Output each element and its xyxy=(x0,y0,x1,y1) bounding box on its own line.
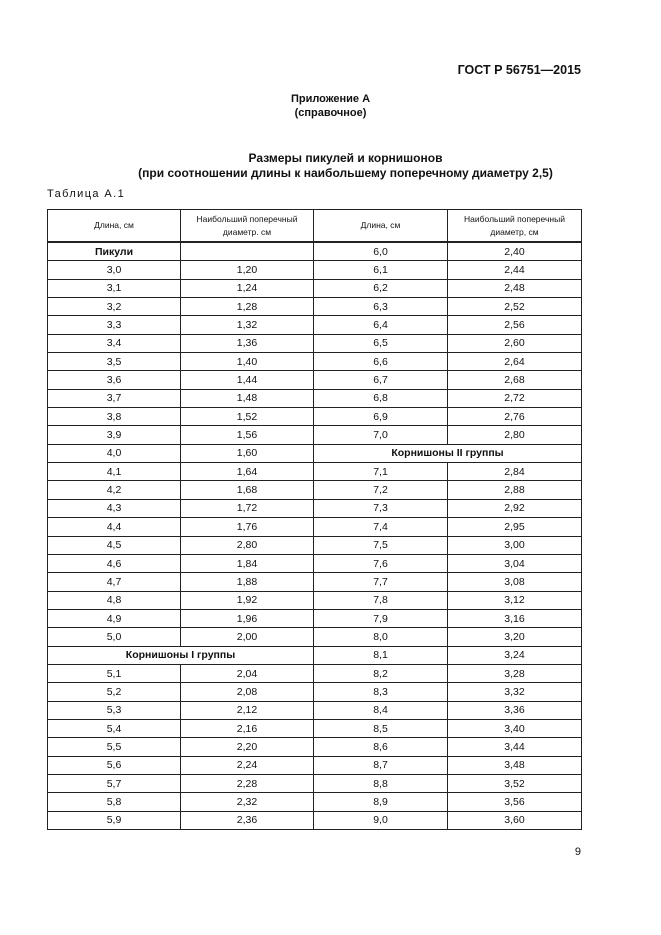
diameter-cell: 3,12 xyxy=(448,591,582,609)
diameter-cell: 2,20 xyxy=(181,738,314,756)
document-title-line2: (при соотношении длины к наибольшему поперечному диаметру 2,5) xyxy=(138,166,553,180)
diameter-cell xyxy=(181,242,314,261)
table-row xyxy=(48,518,582,536)
table-row xyxy=(48,279,582,297)
table-row xyxy=(48,334,582,352)
table-row xyxy=(48,793,582,811)
length-cell: 7,3 xyxy=(314,499,448,517)
length-cell: 4,3 xyxy=(48,499,181,517)
length-cell: 8,4 xyxy=(314,701,448,719)
diameter-cell: 1,64 xyxy=(181,463,314,481)
length-cell: Пикули xyxy=(48,242,181,261)
diameter-cell: 1,96 xyxy=(181,609,314,627)
diameter-cell: 2,92 xyxy=(448,499,582,517)
diameter-cell: 2,88 xyxy=(448,481,582,499)
diameter-cell: 1,20 xyxy=(181,261,314,279)
length-cell: 8,6 xyxy=(314,738,448,756)
length-cell: 5,6 xyxy=(48,756,181,774)
length-cell: 4,1 xyxy=(48,463,181,481)
diameter-cell: 3,44 xyxy=(448,738,582,756)
diameter-cell: 3,04 xyxy=(448,554,582,572)
size-table xyxy=(47,209,582,830)
table-row xyxy=(48,261,582,279)
diameter-cell: 3,56 xyxy=(448,793,582,811)
diameter-cell: 2,95 xyxy=(448,518,582,536)
diameter-cell: 3,16 xyxy=(448,609,582,627)
diameter-cell: 1,48 xyxy=(181,389,314,407)
diameter-cell: 3,08 xyxy=(448,573,582,591)
table-header-row xyxy=(48,210,582,243)
header-diameter-left xyxy=(181,210,314,243)
table-row xyxy=(48,554,582,572)
table-row xyxy=(48,646,582,664)
length-cell: 5,1 xyxy=(48,664,181,682)
length-cell: 3,5 xyxy=(48,353,181,371)
length-cell: 8,8 xyxy=(314,774,448,792)
table-row xyxy=(48,628,582,646)
diameter-cell: 2,04 xyxy=(181,664,314,682)
group-heading: Корнишоны II группы xyxy=(314,444,582,462)
diameter-cell: 2,52 xyxy=(448,298,582,316)
table-row xyxy=(48,811,582,829)
length-cell: 7,4 xyxy=(314,518,448,536)
length-cell: 3,4 xyxy=(48,334,181,352)
header-length-left: Длина, см xyxy=(48,210,181,243)
diameter-cell: 2,48 xyxy=(448,279,582,297)
diameter-cell: 2,56 xyxy=(448,316,582,334)
table-row xyxy=(48,481,582,499)
diameter-cell: 3,20 xyxy=(448,628,582,646)
length-cell: 6,8 xyxy=(314,389,448,407)
diameter-cell: 3,60 xyxy=(448,811,582,829)
diameter-cell: 1,36 xyxy=(181,334,314,352)
length-cell: 4,0 xyxy=(48,444,181,462)
header-diameter-right-line2: диаметр, см xyxy=(490,226,539,237)
header-length-right: Длина, см xyxy=(314,210,448,243)
length-cell: 5,0 xyxy=(48,628,181,646)
diameter-cell: 1,24 xyxy=(181,279,314,297)
length-cell: 6,5 xyxy=(314,334,448,352)
length-cell: 3,8 xyxy=(48,408,181,426)
length-cell: 4,4 xyxy=(48,518,181,536)
table-row xyxy=(48,316,582,334)
table-row xyxy=(48,591,582,609)
length-cell: 6,1 xyxy=(314,261,448,279)
length-cell: 5,9 xyxy=(48,811,181,829)
table-row xyxy=(48,609,582,627)
length-cell: 8,0 xyxy=(314,628,448,646)
table-body xyxy=(48,242,582,830)
length-cell: 7,5 xyxy=(314,536,448,554)
table-row xyxy=(48,756,582,774)
length-cell: 4,5 xyxy=(48,536,181,554)
diameter-cell: 2,08 xyxy=(181,683,314,701)
length-cell: 8,5 xyxy=(314,719,448,737)
length-cell: 7,2 xyxy=(314,481,448,499)
diameter-cell: 2,80 xyxy=(181,536,314,554)
table-row xyxy=(48,389,582,407)
length-cell: 4,9 xyxy=(48,609,181,627)
diameter-cell: 2,40 xyxy=(448,242,582,261)
diameter-cell: 1,28 xyxy=(181,298,314,316)
diameter-cell: 2,12 xyxy=(181,701,314,719)
table-row xyxy=(48,573,582,591)
diameter-cell: 1,60 xyxy=(181,444,314,462)
page-number: 9 xyxy=(574,846,581,858)
length-cell: 8,3 xyxy=(314,683,448,701)
diameter-cell: 2,60 xyxy=(448,334,582,352)
length-cell: 3,1 xyxy=(48,279,181,297)
length-cell: 3,6 xyxy=(48,371,181,389)
length-cell: 7,8 xyxy=(314,591,448,609)
length-cell: 6,6 xyxy=(314,353,448,371)
document-title xyxy=(0,151,661,181)
diameter-cell: 2,84 xyxy=(448,463,582,481)
diameter-cell: 3,28 xyxy=(448,664,582,682)
length-cell: 6,9 xyxy=(314,408,448,426)
table-row xyxy=(48,371,582,389)
table-row xyxy=(48,408,582,426)
annex-heading xyxy=(0,92,661,120)
diameter-cell: 2,68 xyxy=(448,371,582,389)
length-cell: 8,1 xyxy=(314,646,448,664)
length-cell: 6,2 xyxy=(314,279,448,297)
diameter-cell: 3,00 xyxy=(448,536,582,554)
length-cell: 4,7 xyxy=(48,573,181,591)
length-cell: 6,4 xyxy=(314,316,448,334)
table-row xyxy=(48,774,582,792)
diameter-cell: 3,52 xyxy=(448,774,582,792)
length-cell: 4,8 xyxy=(48,591,181,609)
length-cell: 3,3 xyxy=(48,316,181,334)
length-cell: 8,9 xyxy=(314,793,448,811)
length-cell: 8,2 xyxy=(314,664,448,682)
header-diameter-left-line1: Наибольший поперечный xyxy=(196,213,298,224)
table-row xyxy=(48,444,582,462)
length-cell: 5,8 xyxy=(48,793,181,811)
diameter-cell: 2,32 xyxy=(181,793,314,811)
diameter-cell: 2,16 xyxy=(181,719,314,737)
diameter-cell: 2,76 xyxy=(448,408,582,426)
length-cell: 6,3 xyxy=(314,298,448,316)
diameter-cell: 2,64 xyxy=(448,353,582,371)
diameter-cell: 1,52 xyxy=(181,408,314,426)
diameter-cell: 2,80 xyxy=(448,426,582,444)
table-row xyxy=(48,701,582,719)
table-row xyxy=(48,499,582,517)
length-cell: 3,0 xyxy=(48,261,181,279)
diameter-cell: 2,36 xyxy=(181,811,314,829)
table-row xyxy=(48,664,582,682)
length-cell: 7,6 xyxy=(314,554,448,572)
diameter-cell: 1,32 xyxy=(181,316,314,334)
diameter-cell: 2,72 xyxy=(448,389,582,407)
length-cell: 8,7 xyxy=(314,756,448,774)
length-cell: 7,0 xyxy=(314,426,448,444)
header-diameter-right xyxy=(448,210,582,243)
length-cell: 3,7 xyxy=(48,389,181,407)
length-cell: 7,9 xyxy=(314,609,448,627)
table-caption: Таблица А.1 xyxy=(47,188,126,200)
diameter-cell: 2,24 xyxy=(181,756,314,774)
length-cell: 3,2 xyxy=(48,298,181,316)
table-row xyxy=(48,536,582,554)
table-row xyxy=(48,426,582,444)
length-cell: 5,3 xyxy=(48,701,181,719)
length-cell: 5,7 xyxy=(48,774,181,792)
diameter-cell: 1,68 xyxy=(181,481,314,499)
diameter-cell: 1,88 xyxy=(181,573,314,591)
length-cell: 5,2 xyxy=(48,683,181,701)
header-diameter-left-line2: диаметр. см xyxy=(222,226,272,237)
diameter-cell: 1,56 xyxy=(181,426,314,444)
length-cell: 3,9 xyxy=(48,426,181,444)
length-cell: 4,2 xyxy=(48,481,181,499)
length-cell: 4,6 xyxy=(48,554,181,572)
diameter-cell: 3,40 xyxy=(448,719,582,737)
header-diameter-right-line1: Наибольший поперечный xyxy=(464,213,565,224)
table-row xyxy=(48,298,582,316)
annex-title: Приложение А xyxy=(290,93,371,105)
table-row xyxy=(48,353,582,371)
diameter-cell: 1,92 xyxy=(181,591,314,609)
diameter-cell: 1,76 xyxy=(181,518,314,536)
diameter-cell: 1,84 xyxy=(181,554,314,572)
diameter-cell: 3,36 xyxy=(448,701,582,719)
diameter-cell: 2,28 xyxy=(181,774,314,792)
table-row xyxy=(48,738,582,756)
table-row xyxy=(48,242,582,261)
annex-type: (справочное) xyxy=(294,107,367,119)
length-cell: 7,7 xyxy=(314,573,448,591)
standard-code: ГОСТ Р 56751—2015 xyxy=(457,63,581,77)
diameter-cell: 3,24 xyxy=(448,646,582,664)
diameter-cell: 1,40 xyxy=(181,353,314,371)
length-cell: 6,7 xyxy=(314,371,448,389)
table-row xyxy=(48,683,582,701)
length-cell: 5,4 xyxy=(48,719,181,737)
group-heading: Корнишоны I группы xyxy=(48,646,314,664)
length-cell: 5,5 xyxy=(48,738,181,756)
diameter-cell: 3,48 xyxy=(448,756,582,774)
diameter-cell: 2,00 xyxy=(181,628,314,646)
table-row xyxy=(48,719,582,737)
length-cell: 6,0 xyxy=(314,242,448,261)
length-cell: 7,1 xyxy=(314,463,448,481)
diameter-cell: 3,32 xyxy=(448,683,582,701)
diameter-cell: 1,72 xyxy=(181,499,314,517)
length-cell: 9,0 xyxy=(314,811,448,829)
diameter-cell: 2,44 xyxy=(448,261,582,279)
document-title-line1: Размеры пикулей и корнишонов xyxy=(248,151,443,165)
table-row xyxy=(48,463,582,481)
diameter-cell: 1,44 xyxy=(181,371,314,389)
